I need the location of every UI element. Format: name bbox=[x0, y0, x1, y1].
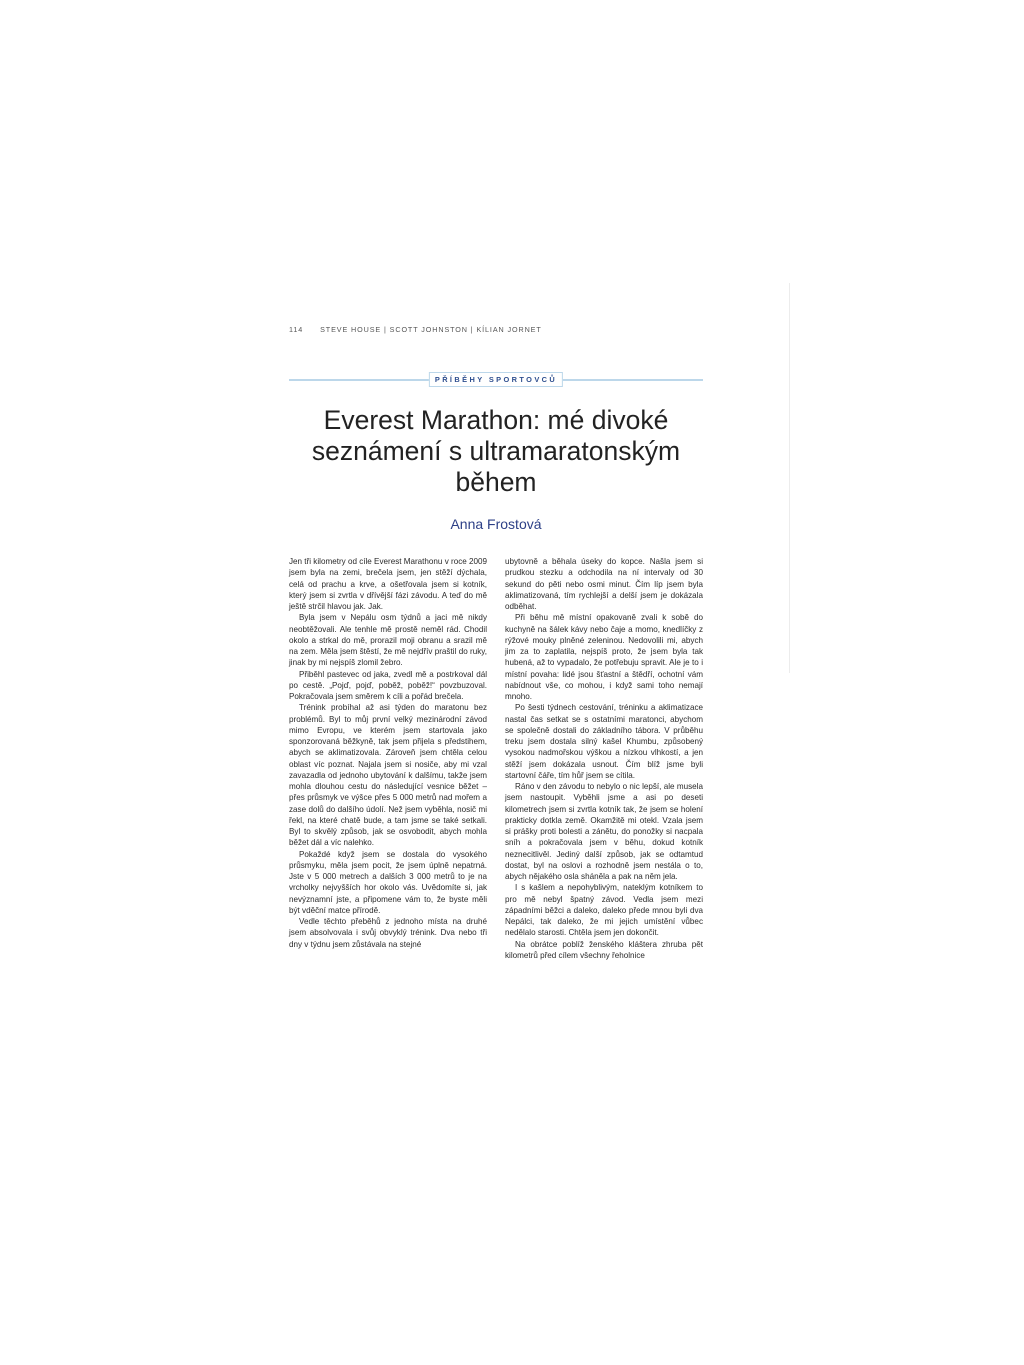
article-author: Anna Frostová bbox=[450, 516, 542, 532]
paragraph: Při běhu mě místní opakovaně zvali k sobě do kuchyně na šálek kávy nebo čaje a momo, knedlíčky z rýžové mouky plněné zeleninou. Nedovolili mi, abych jim za to zaplatila, nejspíš proto, že jsem byla tak hubená, až to vypadalo, že potřebuju spravit. Ale je to i místní povaha: lidé jsou šťastní a štědří, ochotní vám nabídnout vše, co mohou, i když sami toho nemají mnoho. bbox=[505, 613, 703, 701]
category-banner bbox=[289, 372, 703, 388]
article-title: Everest Marathon: mé divoké seznámení s ultramaratonským během bbox=[311, 405, 681, 497]
running-head-authors: STEVE HOUSE | SCOTT JOHNSTON | KÍLIAN JORNET bbox=[320, 325, 542, 334]
paragraph: Jen tři kilometry od cíle Everest Marathonu v roce 2009 jsem byla na zemi, brečela jsem, jen stěží dýchala, celá od prachu a krve, a ošetřovala jsem si kotník, který jsem si zvrtla v dřívější fázi závodu. A teď do mě ještě strčil hlavou jak. Jak. bbox=[289, 557, 487, 611]
paragraph: Vedle těchto přeběhů z jednoho místa na druhé jsem absolvovala i svůj obvyklý trénink. Dva nebo tři dny v týdnu jsem zůstávala na stejné bbox=[289, 917, 487, 949]
paragraph: Po šesti týdnech cestování, tréninku a aklimatizace nastal čas setkat se s ostatními maratonci, abychom se společně dostali do základního tábora. V průběhu treku jsem dostala silný kašel Khumbu, způsobený vysokou nadmořskou výškou a nízkou vlhkostí, a jen stěží jsem dokázala usnout. Čím blíž jsme byli startovní čáře, tím hůř jsem se cítila. bbox=[505, 703, 703, 780]
page-edge-line bbox=[789, 283, 790, 673]
category-label: PŘÍBĚHY SPORTOVCŮ bbox=[429, 372, 563, 387]
running-head bbox=[289, 325, 703, 334]
paragraph: Pokaždé když jsem se dostala do vysokého průsmyku, měla jsem pocit, že jsem úplně nepatrná. Jste v 5 000 metrech a dalších 3 000 metrů to je na vrcholky nejvyšších hor okolo vás. Uvědomíte si, jak nevýznamní jste, a připomene vám to, že byste měli být vděční matce přírodě. bbox=[289, 849, 487, 915]
page-number: 114 bbox=[289, 325, 304, 334]
paragraph: I s kašlem a nepohyblivým, nateklým kotníkem to pro mě nebyl špatný závod. Vedla jsem mezi západními běžci a daleko, daleko přede mnou byli dva Nepálci, tak daleko, že mi jejich umístění vůbec nedělalo starosti. Chtěla jsem jen dokončit. bbox=[505, 883, 703, 938]
text-column-left bbox=[289, 556, 487, 950]
text-column-right bbox=[505, 556, 703, 961]
paragraph: Přiběhl pastevec od jaka, zvedl mě a postrkoval dál po cestě. „Pojď, pojď, poběž, poběž!“ povzbuzoval. Pokračovala jsem směrem k cíli a pořád brečela. bbox=[289, 669, 487, 701]
paragraph: Ráno v den závodu to nebylo o nic lepší, ale musela jsem nastoupit. Vyběhli jsme a asi po deseti kilometrech jsem si zvrtla kotník tak, že jsem se holení prakticky dotkla země. Okamžitě mi otekl. Vzala jsem si prášky proti bolesti a zánětu, do ponožky si nacpala sníh a pokračovala jsem v běhu, dokud kotník neznecitlivěl. Jediný další způsob, jak se odtamtud dostat, byl na oslovi a rozhodně jsem nestála o to, abych nějakého osla sháněla a pak na něm jela. bbox=[505, 782, 703, 881]
paragraph: ubytovně a běhala úseky do kopce. Našla jsem si prudkou stezku a odchodila na ní intervaly od 30 sekund do pěti nebo osmi minut. Čím líp jsem byla aklimatizovaná, tím rychlejší a delší jsem je dokázala odběhat. bbox=[505, 557, 703, 611]
paragraph: Na obrátce poblíž ženského kláštera zhruba pět kilometrů před cílem všechny řeholnice bbox=[505, 939, 703, 960]
paragraph: Trénink probíhal až asi týden do maratonu bez problémů. Byl to můj první velký mezinárodní závod mimo Evropu, ve kterém jsem startovala jako sponzorovaná běžkyně, tak jsem přijela s předstihem, abych se aklimatizovala. Zároveň jsem chtěla celou oblast víc poznat. Najala jsem si nosiče, aby mi vzal zavazadla od jednoho ubytování k dalšímu, takže jsem mohla dlouhou cestu do následující vesnice běžet – přes průsmyk ve výšce přes 5 000 metrů nad mořem a zase dolů do dalšího údolí. Než jsem vyběhla, nosič mi řekl, na které chatě bude, a tam jsme se také setkali. Byl to skvělý způsob, jak se osvobodit, abych mohla běžet dál a víc nalehko. bbox=[289, 703, 487, 848]
paragraph: Byla jsem v Nepálu osm týdnů a jaci mě nikdy neobtěžovali. Ale tenhle mě prostě neměl rád. Chodil okolo a strkal do mě, prorazil moji obranu a srazil mě na zem. Měla jsem štěstí, že mě nejdřív praštil do ruky, jinak by mi nejspíš zlomil žebro. bbox=[289, 613, 487, 668]
